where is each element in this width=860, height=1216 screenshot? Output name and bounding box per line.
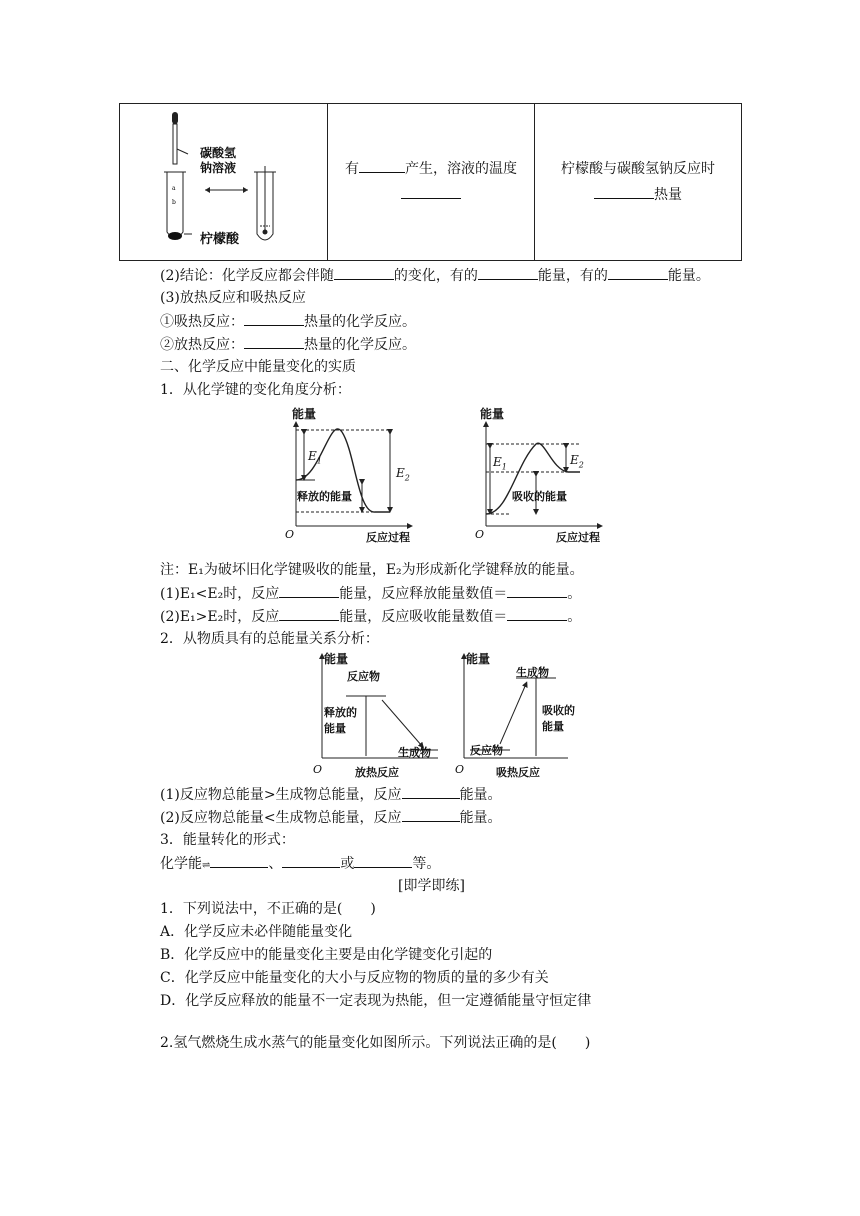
reactant-label-right: 反应物 (470, 744, 503, 757)
text: E (308, 449, 317, 463)
y-label-left: 能量 (292, 407, 317, 421)
text: 能量，反应释放能量数值＝ (339, 586, 508, 602)
y-label-right: 能量 (480, 407, 505, 421)
e2-right (570, 453, 584, 469)
text: 2 (404, 473, 410, 483)
note: 注：E₁为破坏旧化学键吸收的能量，E₂为形成新化学键释放的能量。 (160, 562, 584, 578)
absorb-energy-label: 吸收的能量 (512, 490, 567, 503)
text: 、 (268, 856, 283, 872)
citric-label: 柠檬酸 (200, 232, 240, 247)
text: (2)E₁>E₂时，反应 (160, 609, 280, 625)
text: 1 (501, 462, 507, 472)
text: 等。 (412, 856, 441, 872)
origin-right: O (475, 528, 485, 541)
text: 。 (567, 609, 582, 625)
cell2-mid: 产生，溶液的温度 (405, 161, 517, 177)
text: (2)结论：化学反应都会伴随 (160, 268, 334, 284)
heading-3: (3)放热反应和吸热反应 (160, 290, 306, 306)
blank (478, 265, 538, 280)
absorb-label-2: 能量 (542, 720, 564, 733)
nahco3-label: 碳酸氢钠溶液 (200, 146, 237, 175)
text: 能量。 (667, 268, 710, 284)
experiment-table (119, 103, 742, 261)
r2-line (160, 807, 502, 828)
blank (507, 583, 567, 598)
blank (279, 606, 339, 621)
conclusion-line (160, 265, 710, 286)
apparatus-cell (120, 104, 328, 261)
blank (359, 158, 405, 173)
r1-line (160, 784, 502, 805)
y-label-left: 能量 (324, 652, 349, 666)
release-energy-label: 释放的能量 (297, 490, 352, 503)
text: 热量的化学反应。 (304, 337, 416, 353)
e1-right (493, 455, 507, 471)
text: 。 (567, 586, 582, 602)
citric-acid-solid (168, 232, 182, 240)
text: E (570, 453, 579, 467)
blank (244, 311, 304, 326)
text: 能量。 (459, 810, 502, 826)
y-label-right: 能量 (466, 652, 491, 666)
text: E (396, 466, 405, 480)
bond-energy-figure (280, 404, 610, 544)
text: 能量。 (459, 787, 502, 803)
blank (401, 184, 461, 199)
x-label-left: 反应过程 (366, 531, 410, 544)
origin-right: O (455, 763, 465, 776)
convert-line (160, 853, 440, 876)
q1-line (160, 583, 581, 604)
svg-text:a: a (172, 185, 176, 192)
endo-line (160, 311, 416, 332)
option-a: A．化学反应未必伴随能量变化 (160, 924, 353, 940)
origin-left: O (285, 528, 295, 541)
blank (608, 265, 668, 280)
sub-3: 3．能量转化的形式： (160, 832, 295, 848)
blank (279, 583, 339, 598)
dropper-pointer (177, 149, 188, 154)
svg-text:b: b (172, 199, 176, 206)
e2-left (396, 466, 410, 482)
text: 1 (316, 456, 322, 466)
cell3-post: 热量 (654, 187, 682, 203)
origin-left: O (313, 763, 323, 776)
sub-1: 1．从化学键的变化角度分析： (160, 382, 351, 398)
blank (402, 784, 460, 799)
cell2-pre: 有 (345, 161, 359, 177)
practice-q1: 1．下列说法中，不正确的是( ) (160, 901, 376, 917)
text: (1)E₁<E₂时，反应 (160, 586, 280, 602)
blank (507, 606, 567, 621)
conclusion-cell (535, 104, 742, 261)
release-label-2: 能量 (324, 722, 346, 735)
absorb-label-1: 吸收的 (542, 704, 575, 717)
section-2-title: 二、化学反应中能量变化的实质 (160, 359, 356, 375)
text: E (493, 455, 502, 469)
text: 能量，反应吸收能量数值＝ (339, 609, 508, 625)
text: 或 (340, 856, 355, 872)
text: (1)反应物总能量>生成物总能量，反应 (160, 787, 402, 803)
option-b: B．化学反应中的能量变化主要是由化学键变化引起的 (160, 947, 493, 963)
practice-q2: 2.氢气燃烧生成水蒸气的能量变化如图所示。下列说法正确的是( ) (160, 1035, 591, 1051)
reactant-label-left: 反应物 (347, 670, 380, 683)
text: ①吸热反应： (160, 314, 244, 330)
cell3-line1: 柠檬酸与碳酸氢钠反应时 (561, 161, 715, 177)
text: 化学能 (160, 856, 202, 872)
e1-left (308, 449, 322, 465)
text: 2 (578, 460, 584, 470)
sub-2: 2．从物质具有的总能量关系分析： (160, 631, 379, 647)
observation-cell (328, 104, 535, 261)
blank (594, 184, 654, 199)
blank (244, 334, 304, 349)
blank (402, 807, 460, 822)
product-label-left: 生成物 (398, 746, 431, 759)
dropper-tube (173, 124, 177, 164)
release-label-1: 释放的 (324, 706, 357, 719)
text: ②放热反应： (160, 337, 244, 353)
blank (354, 853, 412, 868)
endo-caption: 吸热反应 (496, 766, 540, 779)
option-c: C．化学反应中能量变化的大小与反应物的物质的量的多少有关 (160, 970, 549, 986)
product-label-right: 生成物 (516, 666, 549, 679)
dropper-bulb (172, 112, 178, 124)
q2-line (160, 606, 581, 627)
option-d: D．化学反应释放的能量不一定表现为热能，但一定遵循能量守恒定律 (160, 993, 592, 1009)
exo-line (160, 334, 416, 355)
text: 热量的化学反应。 (304, 314, 416, 330)
text: 能量，有的 (537, 268, 608, 284)
reversible-arrow-icon: ⇌ (202, 860, 211, 871)
x-label-right: 反应过程 (556, 531, 600, 544)
text: (2)反应物总能量<生成物总能量，反应 (160, 810, 402, 826)
text: 的变化，有的 (393, 268, 478, 284)
blank (282, 853, 340, 868)
practice-heading: [即学即练] (398, 878, 465, 894)
blank (334, 265, 394, 280)
exo-caption: 放热反应 (355, 766, 399, 779)
blank (210, 853, 268, 868)
